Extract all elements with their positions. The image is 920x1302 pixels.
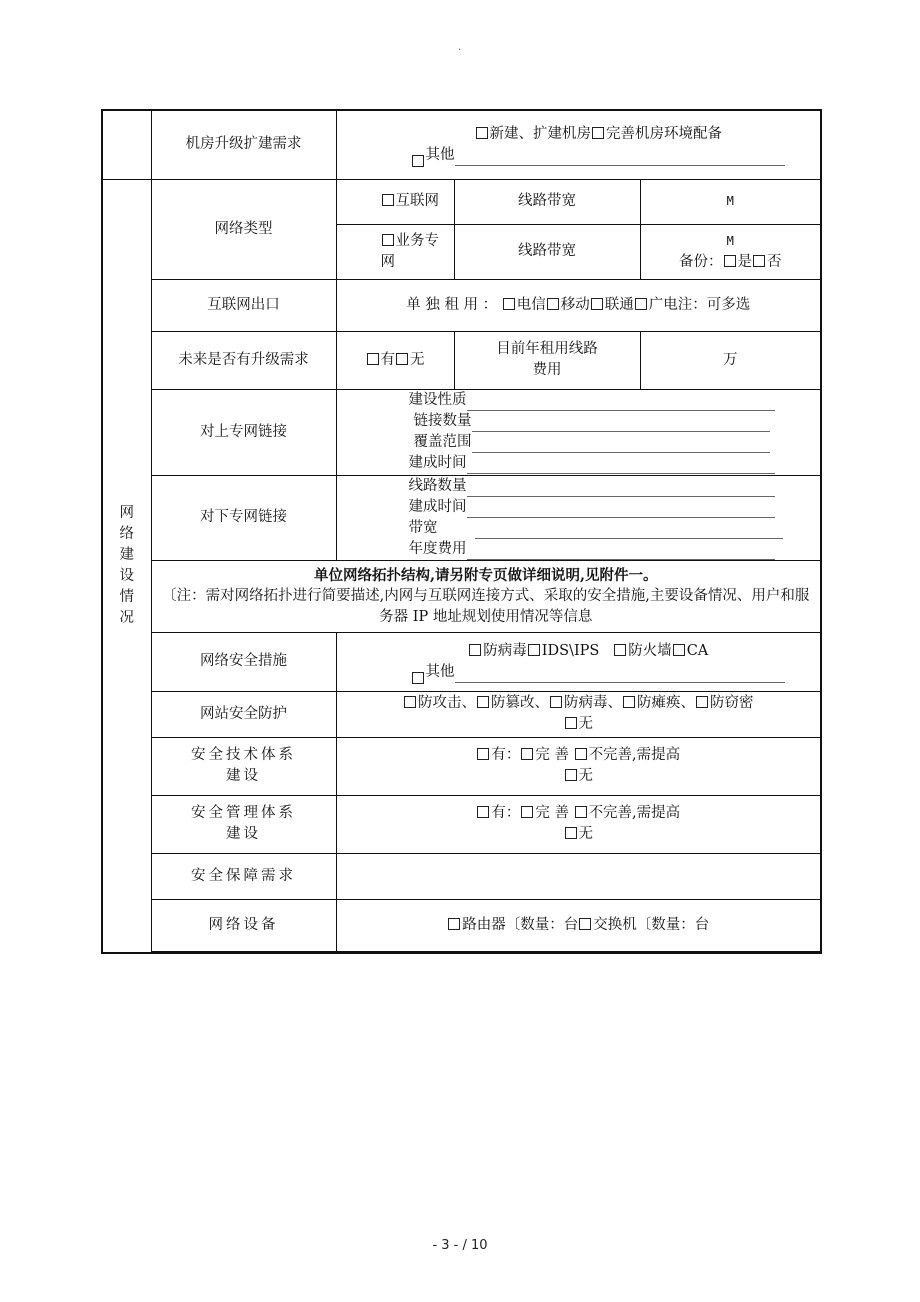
mgmt-system-label (151, 795, 336, 853)
row-security-measures (102, 632, 821, 691)
room-upgrade-label: 机房升级扩建需求 (151, 110, 336, 179)
mgmt-incomplete-label: 不完善,需提高 (588, 805, 681, 821)
improve-room-checkbox[interactable] (592, 127, 604, 139)
section-char: 络 (119, 525, 134, 542)
down-link-fields (336, 475, 821, 560)
tech-complete-checkbox[interactable] (521, 748, 533, 760)
anti-attack-label: 防攻击、 (418, 695, 477, 711)
network-devices-options (336, 899, 821, 951)
row-topology (102, 560, 821, 632)
bandwidth-label-2: 线路带宽 (454, 224, 640, 279)
up-link-label: 对上专网链接 (151, 389, 336, 475)
internet-exit-label: 互联网出口 (151, 279, 336, 331)
page-marker: . (458, 42, 462, 53)
mgmt-none-checkbox[interactable] (565, 827, 577, 839)
security-needs-label: 安全保障需求 (151, 853, 336, 899)
tech-system-label (151, 737, 336, 795)
section-char: 设 (119, 567, 134, 584)
security-needs-input[interactable] (336, 853, 821, 899)
row-network-type-internet (102, 179, 821, 224)
broadcast-label: 广电注：可多选 (648, 296, 751, 313)
bandwidth-input[interactable] (475, 522, 783, 539)
firewall-label: 防火墙 (628, 642, 672, 659)
room-other-label: 其他 (425, 146, 455, 163)
mgmt-system-options (336, 795, 821, 853)
row-internet-exit (102, 279, 821, 331)
antivirus-label: 防病毒 (483, 642, 527, 659)
room-upgrade-options (336, 110, 821, 179)
exit-prefix: 单 独 租 用 ： (406, 296, 498, 313)
field-label: 线路数量 (408, 477, 467, 494)
upgrade-yes-label: 有 (380, 351, 395, 368)
mgmt-incomplete-checkbox[interactable] (575, 806, 587, 818)
up-link-fields (336, 389, 821, 475)
network-form-table (101, 109, 822, 954)
anti-leak-label: 防窃密 (710, 695, 754, 711)
improve-room-label: 完善机房环境配备 (606, 125, 723, 142)
field-label: 建成时间 (408, 498, 467, 515)
anti-paralysis-checkbox[interactable] (623, 696, 635, 708)
telecom-checkbox[interactable] (503, 298, 515, 310)
router-checkbox[interactable] (448, 918, 460, 930)
field-label: 建设性质 (408, 392, 467, 408)
line-cost-label: 目前年租用线路费用 (454, 331, 640, 389)
mgmt-complete-label: 完 善 (535, 805, 569, 821)
security-other-checkbox[interactable] (412, 672, 424, 684)
tech-label-line1: 安全技术体系 (191, 747, 296, 763)
line-cost-value[interactable]: 万 (640, 331, 821, 389)
field-label: 链接数量 (413, 413, 472, 429)
field-label: 建成时间 (408, 455, 467, 471)
mgmt-label-line1: 安全管理体系 (191, 805, 296, 821)
bandwidth-value[interactable]: M (640, 179, 821, 224)
switch-label: 交换机〔数量：台 (593, 916, 710, 933)
row-tech-system (102, 737, 821, 795)
website-protection-label: 网站安全防护 (151, 691, 336, 737)
security-measures-options (336, 632, 821, 691)
security-measures-label: 网络安全措施 (151, 632, 336, 691)
section-char: 网 (119, 504, 134, 521)
row-network-devices (102, 899, 821, 951)
private-network-checkbox[interactable] (382, 234, 394, 246)
spacer-cell (151, 952, 821, 953)
section-char: 况 (119, 609, 134, 626)
tech-incomplete-label: 不完善,需提高 (588, 747, 681, 763)
room-other-input[interactable] (455, 149, 785, 166)
web-none-label: 无 (578, 716, 594, 732)
telecom-label: 电信 (516, 296, 546, 313)
anti-leak-checkbox[interactable] (696, 696, 708, 708)
down-link-label: 对下专网链接 (151, 475, 336, 560)
row-up-link (102, 389, 821, 475)
firewall-checkbox[interactable] (614, 644, 626, 656)
internet-exit-options (336, 279, 821, 331)
mgmt-has-checkbox[interactable] (477, 806, 489, 818)
private-network-option (336, 224, 454, 279)
router-label: 路由器〔数量：台 (462, 916, 579, 933)
row-security-needs (102, 853, 821, 899)
backup-label: 备份： (679, 253, 723, 270)
security-other-label: 其他 (425, 663, 455, 680)
internet-label: 互联网 (395, 193, 439, 209)
network-devices-label: 网络设备 (151, 899, 336, 951)
bandwidth-backup-cell (640, 224, 821, 279)
tech-label-line2: 建设 (226, 768, 261, 784)
field-label: 带宽 (408, 519, 438, 536)
row-down-link (102, 475, 821, 560)
annual-cost-input[interactable] (467, 543, 775, 560)
row-mgmt-system (102, 795, 821, 853)
tech-incomplete-checkbox[interactable] (575, 748, 587, 760)
section-char: 情 (119, 588, 134, 605)
backup-no-label: 否 (767, 253, 782, 270)
anti-virus-web-checkbox[interactable] (550, 696, 562, 708)
mgmt-label-line2: 建设 (226, 826, 261, 842)
tech-system-options (336, 737, 821, 795)
completion-time-input[interactable] (467, 457, 775, 474)
coverage-input[interactable] (472, 436, 770, 453)
unicom-label: 联通 (604, 296, 634, 313)
room-other-checkbox[interactable] (412, 155, 424, 167)
network-type-label: 网络类型 (151, 179, 336, 279)
website-protection-options (336, 691, 821, 737)
mgmt-complete-checkbox[interactable] (521, 806, 533, 818)
upgrade-no-label: 无 (410, 351, 425, 368)
bandwidth-unit-2: M (726, 233, 734, 248)
mobile-label: 移动 (560, 296, 590, 313)
ids-label: IDS\IPS (541, 642, 600, 659)
tech-none-label: 无 (578, 768, 594, 784)
field-label: 覆盖范围 (413, 434, 472, 450)
row-website-protection (102, 691, 821, 737)
antivirus-checkbox[interactable] (469, 644, 481, 656)
future-upgrade-label: 未来是否有升级需求 (151, 331, 336, 389)
ids-checkbox[interactable] (528, 644, 540, 656)
future-upgrade-options (336, 331, 454, 389)
mobile-checkbox[interactable] (547, 298, 559, 310)
anti-paralysis-label: 防瘫痪、 (637, 695, 696, 711)
web-none-checkbox[interactable] (565, 717, 577, 729)
field-label: 年度费用 (408, 540, 467, 557)
topology-note: 〔注：需对网络拓扑进行简要描述,内网与互联网连接方式、采取的安全措施,主要设备情况、用户和服务器 IP 地址规划使用情况等信息 (162, 587, 810, 625)
topology-title: 单位网络拓扑结构,请另附专页做详细说明,见附件一。 (313, 566, 658, 584)
anti-virus-web-label: 防病毒、 (564, 695, 623, 711)
line-count-input[interactable] (467, 480, 775, 497)
private-network-label: 业务专网 (380, 232, 439, 270)
new-room-checkbox[interactable] (476, 127, 488, 139)
row-future-upgrade (102, 331, 821, 389)
link-count-input[interactable] (472, 415, 770, 432)
ca-checkbox[interactable] (673, 644, 685, 656)
mgmt-none-label: 无 (578, 826, 594, 842)
spacer-row (102, 952, 821, 953)
section-char: 建 (119, 546, 134, 563)
bandwidth-label: 线路带宽 (454, 179, 640, 224)
unicom-checkbox[interactable] (591, 298, 603, 310)
upgrade-yes-checkbox[interactable] (367, 353, 379, 365)
upgrade-no-checkbox[interactable] (396, 353, 408, 365)
security-other-input[interactable] (455, 666, 785, 683)
section-network-construction-label (102, 179, 151, 953)
switch-checkbox[interactable] (579, 918, 591, 930)
tech-complete-label: 完 善 (535, 747, 569, 763)
mgmt-has-label: 有： (491, 805, 521, 821)
backup-no-checkbox[interactable] (753, 255, 765, 267)
broadcast-checkbox[interactable] (635, 298, 647, 310)
page-footer: - 3 - / 10 (432, 1238, 488, 1253)
internet-option (336, 179, 454, 224)
new-room-label: 新建、扩建机房 (489, 125, 592, 142)
anti-tamper-checkbox[interactable] (477, 696, 489, 708)
backup-yes-checkbox[interactable] (724, 255, 736, 267)
tech-has-checkbox[interactable] (477, 748, 489, 760)
internet-checkbox[interactable] (382, 194, 394, 206)
down-completion-time-input[interactable] (467, 501, 775, 518)
topology-cell (151, 560, 821, 632)
tech-has-label: 有： (491, 747, 521, 763)
row-room-upgrade (102, 110, 821, 179)
anti-attack-checkbox[interactable] (404, 696, 416, 708)
ca-label: CA (686, 642, 709, 659)
backup-yes-label: 是 (737, 253, 753, 270)
section-cell-blank (102, 110, 151, 179)
anti-tamper-label: 防篡改、 (491, 695, 550, 711)
tech-none-checkbox[interactable] (565, 769, 577, 781)
construction-nature-input[interactable] (467, 394, 775, 411)
